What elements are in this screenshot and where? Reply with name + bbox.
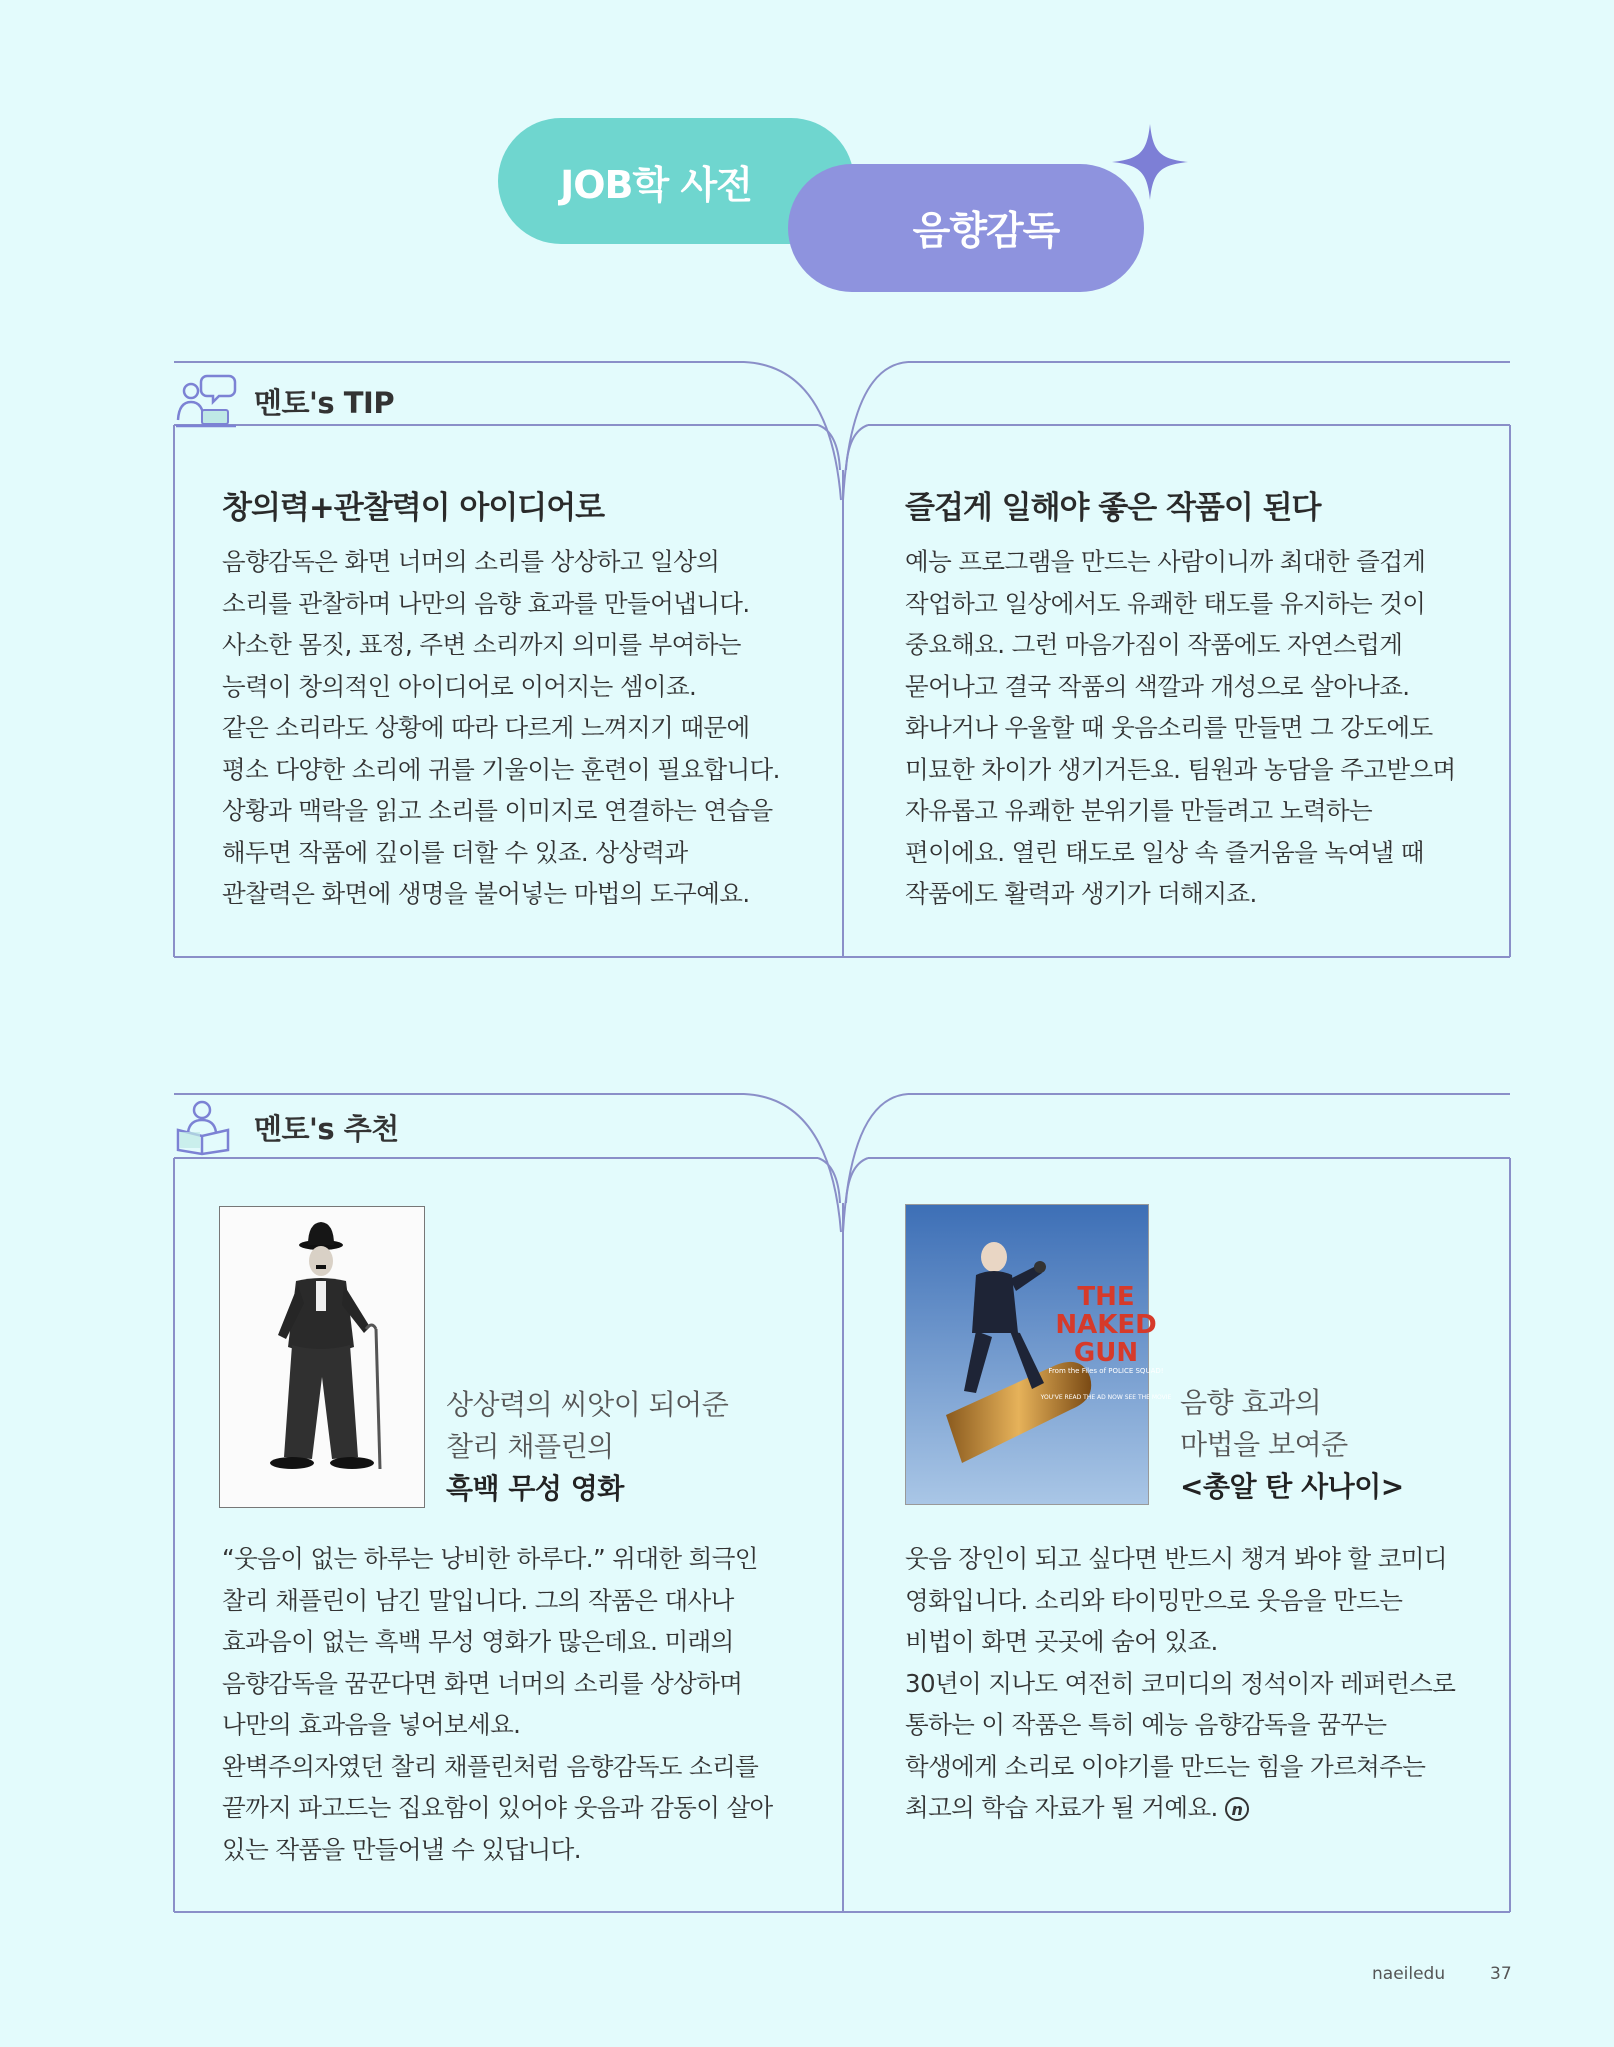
recommend-left-column bbox=[222, 1538, 782, 1870]
page-number: 37 bbox=[1490, 1964, 1512, 1984]
poster-title-line-1: THE bbox=[1077, 1282, 1135, 1312]
naked-gun-caption-line-2: 마법을 보여준 bbox=[1180, 1428, 1348, 1461]
tip-section-label: 멘토's TIP bbox=[254, 385, 395, 420]
reader-book-icon bbox=[174, 1098, 238, 1156]
recommend-section-label: 멘토's 추천 bbox=[254, 1111, 399, 1146]
recommend-right-paragraph-2 bbox=[905, 1663, 1465, 1829]
chaplin-caption-line-2: 찰리 채플린의 bbox=[446, 1430, 614, 1463]
footer-brand: naeiledu bbox=[1372, 1964, 1446, 1984]
poster-subtitle: From the Files of POLICE SQUAD! bbox=[1048, 1367, 1164, 1375]
chaplin-caption-line-1: 상상력의 씨앗이 되어준 bbox=[446, 1388, 729, 1421]
end-mark-icon: n bbox=[1225, 1797, 1249, 1821]
recommend-right-column bbox=[905, 1538, 1465, 1829]
chaplin-photo bbox=[219, 1206, 425, 1508]
chaplin-caption bbox=[446, 1384, 728, 1510]
job-dictionary-tag: JOB학 사전 bbox=[498, 118, 854, 244]
chaplin-caption-title: 흑백 무성 영화 bbox=[446, 1472, 624, 1505]
recommend-section-header bbox=[174, 1098, 399, 1156]
poster-title-line-2: NAKED bbox=[1055, 1310, 1157, 1340]
tip-right-paragraph-1: 예능 프로그램을 만드는 사람이니까 최대한 즐겁게 작업하고 일상에서도 유쾌한 태도를 유지하는 것이 중요해요. 그런 마음가짐이 작품에도 자연스럽게 묻어나고 결국 작품의 색깔과 개성으로 살아나죠. bbox=[905, 547, 1426, 701]
mentor-chat-icon bbox=[174, 372, 238, 430]
poster-title-line-3: GUN bbox=[1073, 1338, 1139, 1368]
naked-gun-poster bbox=[905, 1204, 1172, 1505]
tip-left-paragraph-1: 음향감독은 화면 너머의 소리를 상상하고 일상의 소리를 관찰하며 나만의 음향 효과를 만들어냅니다. 사소한 몸짓, 표정, 주변 소리까지 의미를 부여하는 능력이 창의적인 아이디어로 이어지는 셈이죠. bbox=[222, 547, 750, 701]
naked-gun-caption-title: <총알 탄 사나이> bbox=[1180, 1470, 1404, 1503]
recommend-left-paragraph-1: “웃음이 없는 하루는 낭비한 하루다.” 위대한 희극인 찰리 채플린이 남긴 말입니다. 그의 작품은 대사나 효과음이 없는 흑백 무성 영화가 많은데요. 미래의 음향감독을 꿈꾼다면 화면 너머의 소리를 상상하며 나만의 효과음을 넣어보세요. bbox=[222, 1544, 758, 1739]
tip-left-heading: 창의력+관찰력이 아이디어로 bbox=[222, 490, 605, 526]
naked-gun-caption-line-1: 음향 효과의 bbox=[1180, 1386, 1322, 1419]
tip-left-column bbox=[222, 482, 782, 915]
recommend-right-paragraph-2-text: 30년이 지나도 여전히 코미디의 정석이자 레퍼런스로 통하는 이 작품은 특히 예능 음향감독을 꿈꾸는 학생에게 소리로 이야기를 만드는 힘을 가르쳐주는 최고의 학습 자료가 될 거예요. bbox=[905, 1668, 1456, 1822]
tip-left-paragraph-2: 같은 소리라도 상황에 따라 다르게 느껴지기 때문에 평소 다양한 소리에 귀를 기울이는 훈련이 필요합니다. 상황과 맥락을 읽고 소리를 이미지로 연결하는 연습을 해두면 작품에 깊이를 더할 수 있죠. 상상력과 관찰력은 화면에 생명을 불어넣는 마법의 도구예요. bbox=[222, 713, 780, 908]
recommend-left-paragraph-2: 완벽주의자였던 찰리 채플린처럼 음향감독도 소리를 끝까지 파고드는 집요함이 있어야 웃음과 감동이 살아 있는 작품을 만들어낼 수 있답니다. bbox=[222, 1751, 773, 1864]
poster-tagline: YOU'VE READ THE AD NOW SEE THE MOVIE bbox=[1040, 1394, 1172, 1401]
page-title: 음향감독 bbox=[788, 164, 1144, 292]
tip-section-header bbox=[174, 372, 394, 430]
tip-right-paragraph-2: 화나거나 우울할 때 웃음소리를 만들면 그 강도에도 미묘한 차이가 생기거든요. 팀원과 농담을 주고받으며 자유롭고 유쾌한 분위기를 만들려고 노력하는 편이에요. 열린 태도로 일상 속 즐거움을 녹여낼 때 작품에도 활력과 생기가 더해지죠. bbox=[905, 713, 1456, 908]
naked-gun-caption bbox=[1180, 1382, 1404, 1508]
tip-right-heading: 즐겁게 일해야 좋은 작품이 된다 bbox=[905, 490, 1321, 526]
recommend-right-paragraph-1: 웃음 장인이 되고 싶다면 반드시 챙겨 봐야 할 코미디 영화입니다. 소리와 타이밍만으로 웃음을 만드는 비법이 화면 곳곳에 숨어 있죠. bbox=[905, 1544, 1447, 1656]
tip-right-column bbox=[905, 482, 1465, 915]
